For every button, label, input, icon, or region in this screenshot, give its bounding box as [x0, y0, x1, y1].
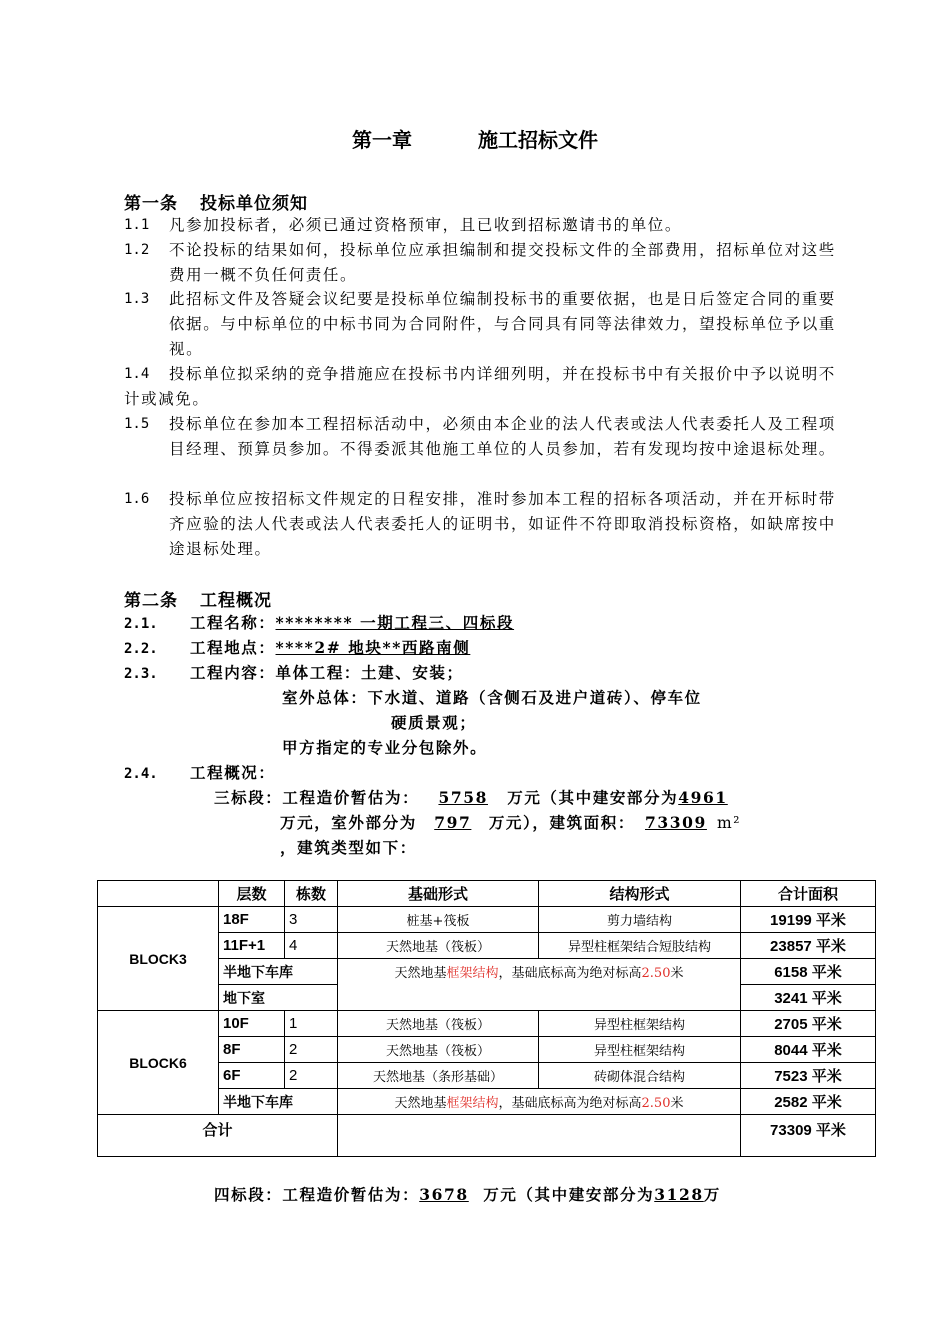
project-content-row: 2.3. 工程内容：单体工程：土建、安装； [124, 663, 464, 682]
table-row: 地下室 3241 平米 [98, 985, 876, 1011]
article2-heading [124, 586, 272, 611]
section3-outdoor-cost: 797 [434, 813, 472, 832]
article2-title: 工程概况 [200, 591, 272, 611]
building-area-table [97, 880, 876, 1157]
section3-line3: ，建筑类型如下： [280, 838, 417, 857]
project-content-line1: 单体工程：土建、安装； [275, 663, 464, 682]
list-item: 1.1 凡参加投标者，必须已通过资格预审，且已收到招标邀请书的单位。 [124, 216, 683, 234]
area-unit: m² [716, 814, 742, 832]
table-row: 8F 2 天然地基（筏板） 异型柱框架结构 8044 平米 [98, 1037, 876, 1063]
project-content-line2: 室外总体：下水道、道路（含侧石及进户道砖）、停车位 [282, 688, 702, 707]
article2-label: 第二条 [124, 591, 178, 611]
section3-area: 73309 [645, 813, 707, 832]
project-location-row: 2.2. 工程地点：****2# 地块**西路南侧 [124, 638, 471, 657]
header-floors: 层数 [219, 881, 285, 907]
block3-label: BLOCK3 [98, 907, 219, 1011]
table-row: 半地下车库 天然地基框架结构，基础底标高为绝对标高2.50米 2582 平米 [98, 1089, 876, 1115]
table-header-row [98, 881, 876, 907]
project-name-label: 工程名称： [190, 613, 276, 632]
chapter-number: 第一章 [352, 128, 412, 152]
section3-building-cost: 4961 [678, 788, 728, 807]
header-count: 栋数 [285, 881, 338, 907]
block6-garage-desc: 天然地基框架结构，基础底标高为绝对标高2.50米 [338, 1089, 741, 1115]
article1-title: 投标单位须知 [200, 194, 308, 214]
table-row: BLOCK6 10F 1 天然地基（筏板） 异型柱框架结构 2705 平米 [98, 1011, 876, 1037]
project-name-row: 2.1. 工程名称：******** 一期工程三、四标段 [124, 613, 515, 632]
list-item: 1.4 投标单位拟采纳的竞争措施应在投标书内详细列明，并在投标书中有关报价中予以说明不计或减免。 [124, 365, 836, 408]
chapter-name: 施工招标文件 [478, 128, 598, 152]
page-title [0, 124, 950, 153]
total-area: 73309 平米 [741, 1115, 876, 1157]
list-item: 1.3 此招标文件及答疑会议纪要是投标单位编制投标书的重要依据，也是日后签定合同的重要依据。与中标单位的中标书同为合同附件，与合同具有同等法律效力，望投标单位予以重视。 [124, 290, 836, 358]
block3-garage-desc: 天然地基框架结构，基础底标高为绝对标高2.50米 [338, 959, 741, 1011]
section3-line2: 万元，室外部分为 797 万元），建筑面积： 73309 m² [280, 813, 742, 832]
header-area: 合计面积 [741, 881, 876, 907]
section3-line1: 三标段：工程造价暂估为： 5758 万元（其中建安部分为4961 [214, 788, 728, 807]
table-row: 半地下车库 天然地基框架结构，基础底标高为绝对标高2.50米 6158 平米 [98, 959, 876, 985]
project-name-value: ******** 一期工程三、四标段 [275, 613, 515, 632]
project-location-value: ****2# 地块**西路南侧 [275, 638, 471, 657]
header-structure: 结构形式 [539, 881, 741, 907]
section4-building-cost: 3128 [654, 1185, 704, 1204]
total-label: 合计 [98, 1115, 338, 1157]
header-foundation: 基础形式 [338, 881, 539, 907]
section4-line1: 四标段：工程造价暂估为：3678 万元（其中建安部分为3128万 [214, 1185, 721, 1204]
project-content-line2b: 硬质景观； [391, 713, 477, 732]
project-location-label: 工程地点： [190, 638, 276, 657]
list-item: 1.2 不论投标的结果如何，投标单位应承担编制和提交投标文件的全部费用，招标单位对这些费用一概不负任何责任。 [124, 241, 836, 284]
section3-cost: 5758 [438, 788, 488, 807]
section4-cost: 3678 [419, 1185, 469, 1204]
list-item: 1.6 投标单位应按招标文件规定的日程安排，准时参加本工程的招标各项活动，并在开标时带齐应验的法人代表或法人代表委托人的证明书，如证件不符即取消投标资格，如缺席按中途退标处理。 [124, 490, 836, 558]
project-content-line3: 甲方指定的专业分包除外。 [282, 738, 488, 757]
project-content-label: 工程内容： [190, 663, 276, 682]
article1-label: 第一条 [124, 194, 178, 214]
project-overview-row: 2.4. 工程概况： [124, 763, 276, 782]
table-row: 6F 2 天然地基（条形基础） 砖砌体混合结构 7523 平米 [98, 1063, 876, 1089]
list-item: 1.5 投标单位在参加本工程招标活动中，必须由本企业的法人代表或法人代表委托人及工程项目经理、预算员参加。不得委派其他施工单位的人员参加，若有发现均按中途退标处理。 [124, 415, 836, 458]
project-overview-label: 工程概况： [190, 763, 276, 782]
table-row: BLOCK3 18F 3 桩基+筏板 剪力墙结构 19199 平米 [98, 907, 876, 933]
block6-label: BLOCK6 [98, 1011, 219, 1115]
table-row: 11F+1 4 天然地基（筏板） 异型柱框架结合短肢结构 23857 平米 [98, 933, 876, 959]
article1-heading [124, 189, 308, 214]
table-total-row [98, 1115, 876, 1157]
